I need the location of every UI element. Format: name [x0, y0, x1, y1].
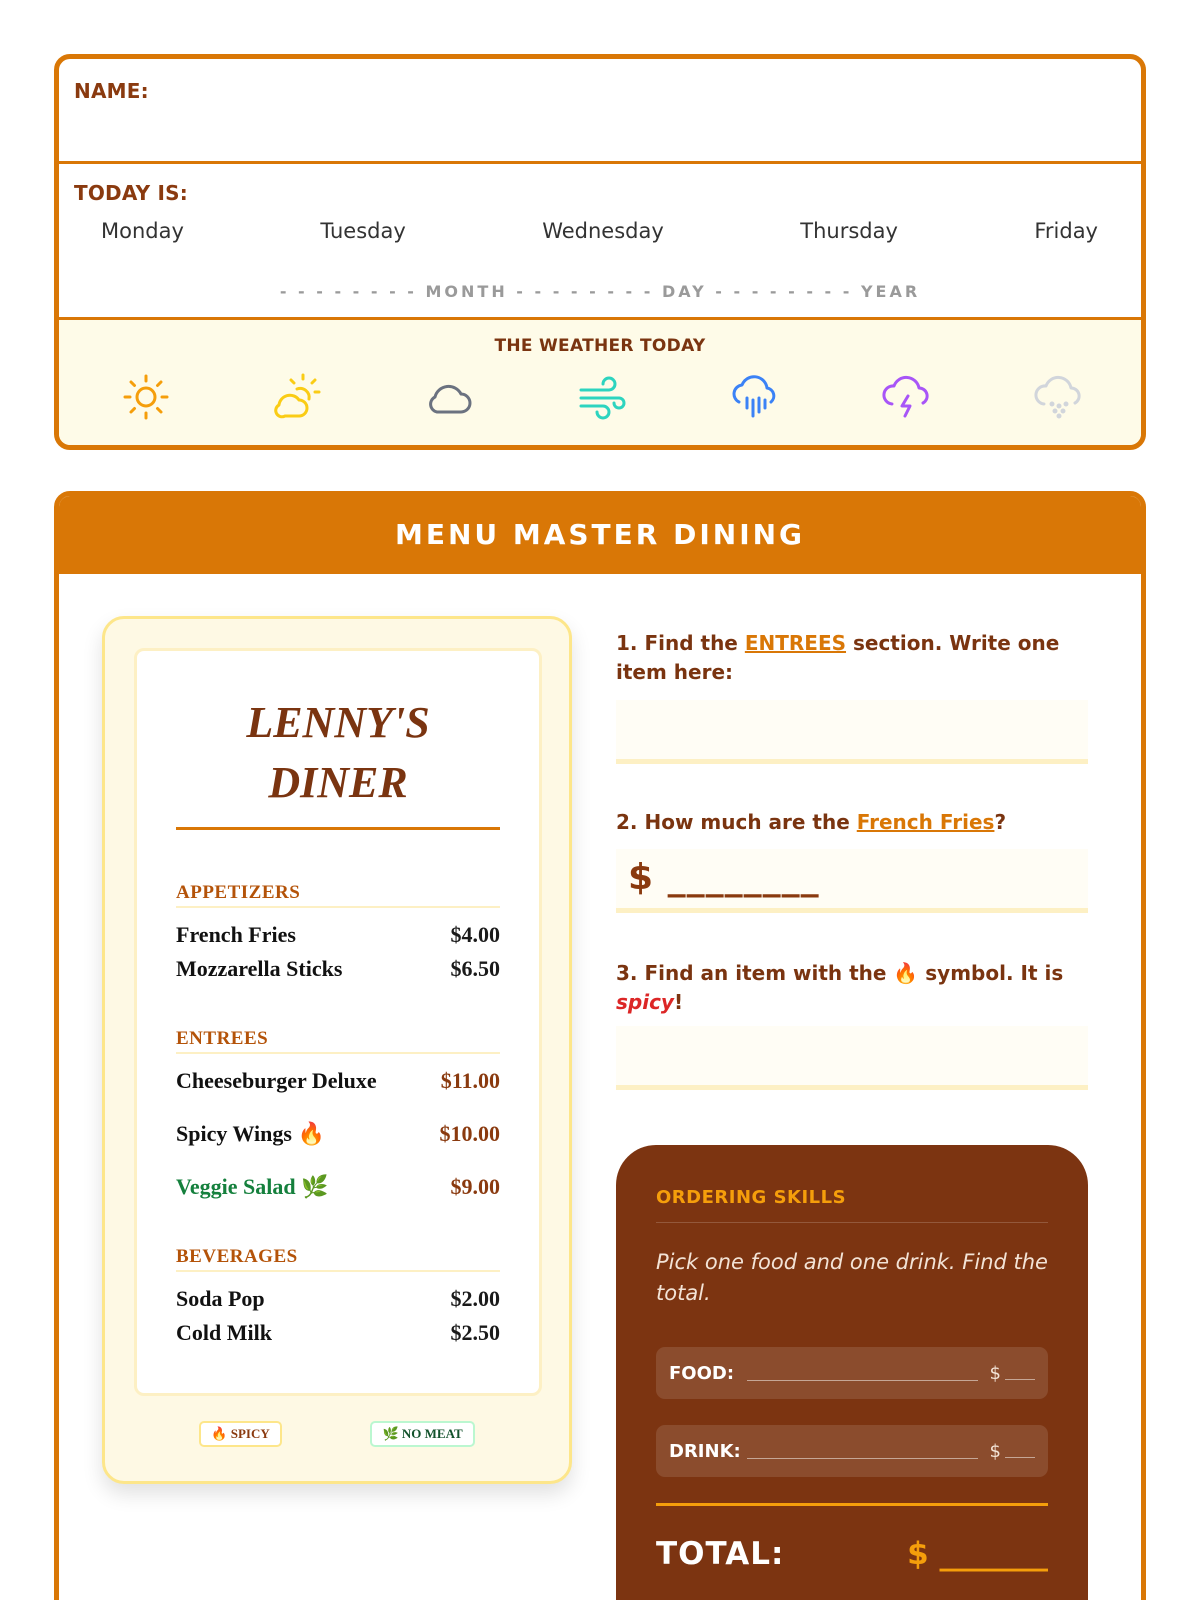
- drink-label: DRINK:: [669, 1440, 741, 1462]
- menu-item: [176, 922, 500, 948]
- snow-icon[interactable]: [1032, 370, 1086, 424]
- student-info-card: [54, 54, 1146, 450]
- date-fill-line[interactable]: - - - - - - - - MONTH - - - - - - - - DAY - - - - - - - - YEAR: [279, 282, 921, 301]
- question-1: [616, 629, 1088, 687]
- answer-2-field[interactable]: [616, 849, 1088, 913]
- total-label: TOTAL:: [656, 1536, 785, 1572]
- drink-dollar: $: [989, 1440, 1001, 1462]
- today-row: [59, 164, 1141, 320]
- thunderstorm-icon[interactable]: [880, 370, 934, 424]
- drink-blank[interactable]: [747, 1443, 978, 1459]
- menu-card: [134, 648, 542, 1396]
- item-price: $4.00: [450, 922, 500, 947]
- spicy-badge: 🔥 SPICY: [199, 1421, 281, 1447]
- question-2: [616, 808, 1088, 837]
- drink-line[interactable]: [656, 1425, 1048, 1477]
- today-label: TODAY IS:: [74, 181, 188, 205]
- item-price: $9.00: [450, 1174, 500, 1199]
- no-meat-badge: 🌿 NO MEAT: [370, 1421, 474, 1447]
- diner-title-line2: DINER: [268, 758, 408, 807]
- item-name: Soda Pop: [176, 1286, 265, 1311]
- cloud-icon[interactable]: [423, 370, 477, 424]
- food-label: FOOD:: [669, 1362, 735, 1384]
- day-tuesday[interactable]: Tuesday: [320, 219, 406, 243]
- menu-item: [176, 1286, 500, 1312]
- total-divider: [656, 1503, 1048, 1506]
- menu-item: [176, 956, 500, 982]
- q3-text: 3. Find an item with the 🔥 symbol. It is: [616, 961, 1064, 985]
- total-value[interactable]: $ _______: [907, 1536, 1048, 1572]
- menu-item: [176, 1320, 500, 1346]
- q1-text: 1. Find the: [616, 631, 745, 655]
- menu-item: [176, 1121, 500, 1147]
- day-options: [74, 219, 1126, 243]
- food-price-blank[interactable]: [1005, 1366, 1035, 1380]
- weather-title: THE WEATHER TODAY: [494, 336, 706, 356]
- item-name: Cheeseburger Deluxe: [176, 1068, 377, 1093]
- question-3: [616, 959, 1088, 1017]
- worksheet-card: [54, 491, 1146, 1600]
- ordering-instructions: Pick one food and one drink. Find the total.: [656, 1250, 1048, 1305]
- day-friday[interactable]: Friday: [1034, 219, 1098, 243]
- answer-3-field[interactable]: [616, 1026, 1088, 1090]
- total-row[interactable]: [656, 1536, 1048, 1572]
- item-name: Cold Milk: [176, 1320, 272, 1345]
- weather-row: [59, 320, 1141, 447]
- rain-icon[interactable]: [728, 370, 782, 424]
- menu-item: [176, 1174, 500, 1200]
- food-line[interactable]: [656, 1347, 1048, 1399]
- partly-cloudy-icon[interactable]: [271, 370, 325, 424]
- q2-text: 2. How much are the: [616, 810, 857, 834]
- q1-text-end: section. Write one item here:: [616, 631, 1060, 684]
- q3-spicy: spicy: [616, 990, 674, 1014]
- diner-title-line1: LENNY'S: [246, 698, 430, 747]
- item-name: Spicy Wings 🔥: [176, 1121, 325, 1146]
- day-wednesday[interactable]: Wednesday: [542, 219, 664, 243]
- menu-item: [176, 1068, 500, 1094]
- item-name: Veggie Salad 🌿: [176, 1174, 329, 1199]
- day-thursday[interactable]: Thursday: [800, 219, 898, 243]
- item-price: $11.00: [440, 1068, 500, 1093]
- weather-icons: [59, 370, 1141, 424]
- ordering-title: ORDERING SKILLS: [656, 1187, 1048, 1223]
- q3-text-end: !: [673, 990, 684, 1014]
- item-name: Mozzarella Sticks: [176, 956, 343, 981]
- title-divider: [176, 827, 500, 830]
- q2-text-end: ?: [994, 810, 1007, 834]
- section-appetizers: APPETIZERS: [176, 882, 500, 908]
- item-name: French Fries: [176, 922, 296, 947]
- diner-title: [176, 693, 500, 813]
- menu-legend: [105, 1421, 569, 1447]
- day-monday[interactable]: Monday: [101, 219, 184, 243]
- section-entrees: ENTREES: [176, 1028, 500, 1054]
- food-blank[interactable]: [747, 1365, 978, 1381]
- item-price: $2.50: [450, 1320, 500, 1345]
- worksheet-banner: MENU MASTER DINING: [59, 496, 1141, 574]
- answer-2-dollar: $ ________: [628, 857, 820, 898]
- menu-frame: [102, 616, 572, 1484]
- answer-1-field[interactable]: [616, 700, 1088, 764]
- item-price: $6.50: [450, 956, 500, 981]
- sun-icon[interactable]: [119, 370, 173, 424]
- wind-icon[interactable]: [575, 370, 629, 424]
- drink-price-blank[interactable]: [1005, 1444, 1035, 1458]
- q1-highlight: ENTREES: [744, 631, 847, 655]
- item-price: $10.00: [439, 1121, 500, 1146]
- ordering-skills-card: [616, 1145, 1088, 1600]
- name-row[interactable]: [59, 59, 1141, 164]
- section-beverages: BEVERAGES: [176, 1246, 500, 1272]
- item-price: $2.00: [450, 1286, 500, 1311]
- name-label: NAME:: [74, 79, 149, 103]
- food-dollar: $: [989, 1362, 1001, 1384]
- q2-highlight: French Fries: [856, 810, 995, 834]
